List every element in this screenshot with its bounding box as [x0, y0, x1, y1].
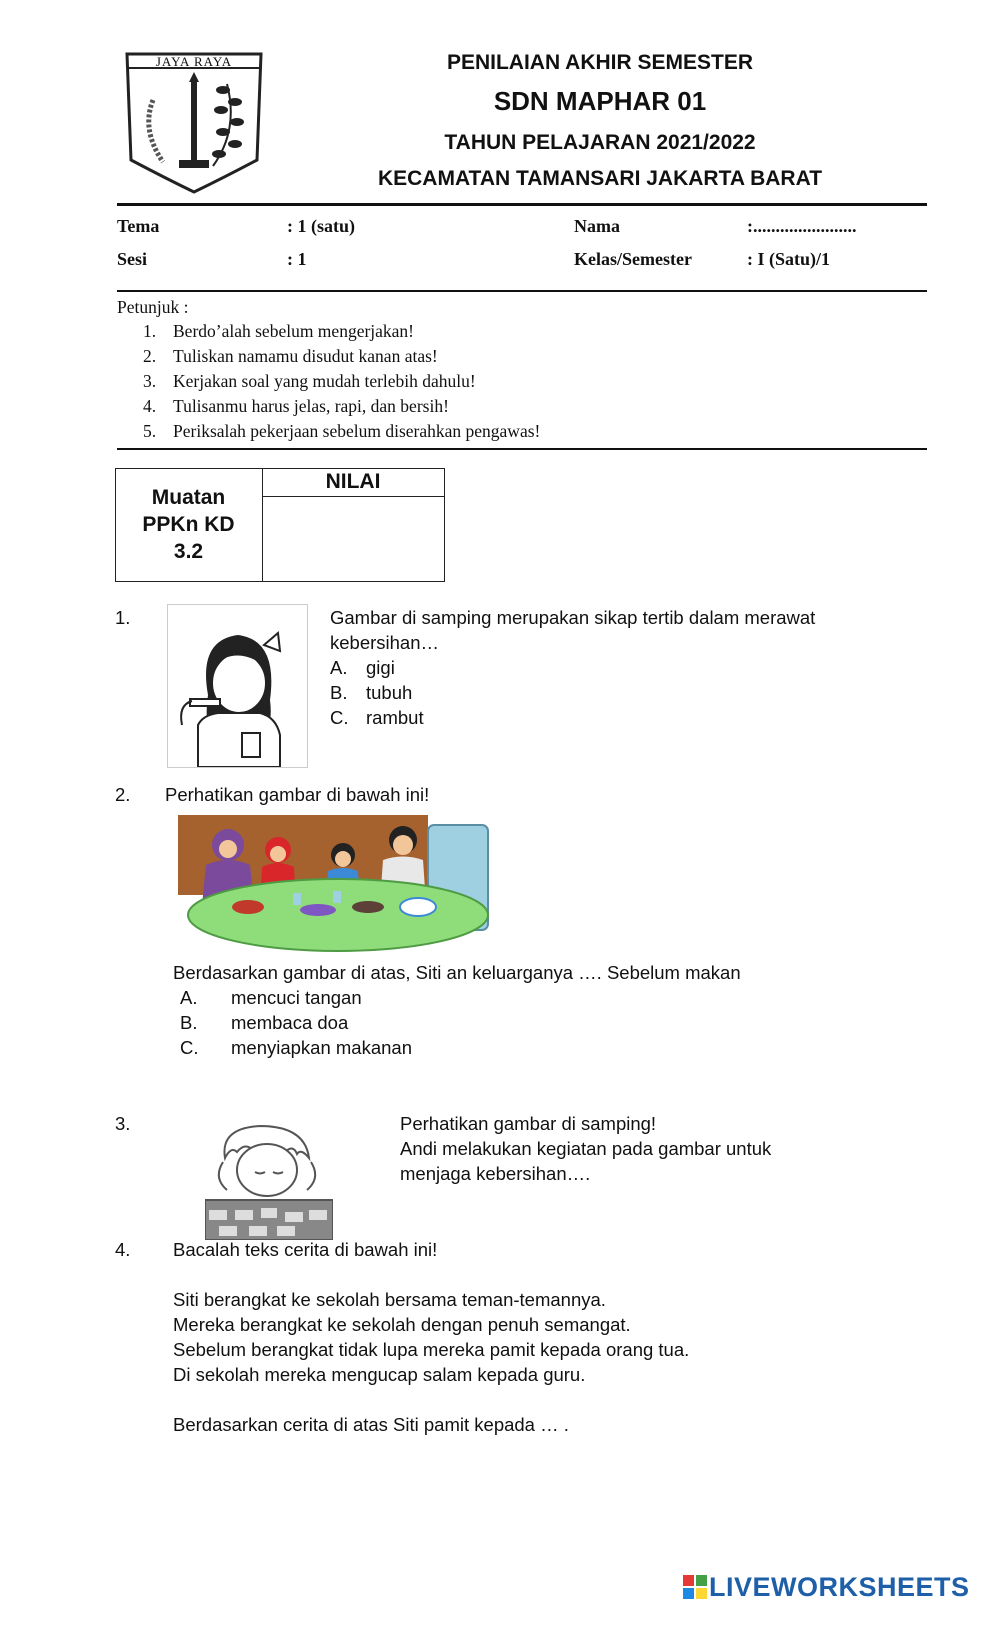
tema-value: : 1 (satu) — [287, 216, 355, 236]
header-divider — [117, 203, 927, 206]
petunjuk-num: 5. — [143, 421, 157, 441]
nilai-header-line — [262, 496, 444, 497]
q2-option-c[interactable]: menyiapkan makanan — [231, 1037, 412, 1058]
q2-option-b-letter: B. — [180, 1012, 198, 1033]
nama-field[interactable]: :....................... — [747, 216, 857, 236]
petunjuk-num: 2. — [143, 346, 157, 366]
q4-story-line: Di sekolah mereka mengucap salam kepada guru. — [173, 1364, 586, 1385]
q2-option-c-letter: C. — [180, 1037, 199, 1058]
q1-option-a[interactable]: gigi — [366, 657, 395, 678]
sesi-value: : 1 — [287, 249, 307, 269]
q2-text: Berdasarkan gambar di atas, Siti an keluarganya …. Sebelum makan — [173, 962, 741, 983]
q4-prompt: Bacalah teks cerita di bawah ini! — [173, 1239, 438, 1260]
kelas-value: : I (Satu)/1 — [747, 249, 831, 269]
petunjuk-item: Tuliskan namamu disudut kanan atas! — [173, 346, 438, 366]
muatan-line-1: Muatan — [151, 486, 226, 509]
muatan-label — [115, 484, 262, 565]
q4-story-line: Mereka berangkat ke sekolah dengan penuh semangat. — [173, 1314, 631, 1335]
header-line-1: PENILAIAN AKHIR SEMESTER — [446, 51, 754, 74]
q1-option-c[interactable]: rambut — [366, 707, 424, 728]
header-line-3: TAHUN PELAJARAN 2021/2022 — [444, 131, 756, 154]
q4-question: Berdasarkan cerita di atas Siti pamit kepada … . — [173, 1414, 569, 1435]
info-divider — [117, 290, 927, 292]
q2-option-a-letter: A. — [180, 987, 198, 1008]
petunjuk-num: 3. — [143, 371, 157, 391]
q1-option-c-letter: C. — [330, 707, 349, 728]
liveworksheets-logo — [683, 1572, 970, 1602]
q2-image-family-meal — [178, 815, 491, 955]
logo-text: JAYA RAYA — [155, 54, 233, 69]
muatan-line-3: 3.2 — [173, 540, 204, 563]
q1-number: 1. — [115, 607, 131, 628]
petunjuk-divider — [117, 448, 927, 450]
q4-number: 4. — [115, 1239, 131, 1260]
q3-image-boy-washing-hair — [205, 1118, 333, 1240]
q3-number: 3. — [115, 1113, 131, 1134]
tema-label: Tema — [117, 216, 160, 236]
q1-option-a-letter: A. — [330, 657, 348, 678]
nilai-input[interactable] — [264, 498, 442, 579]
liveworksheets-icon — [683, 1575, 707, 1599]
q1-image-girl-brushing-teeth — [167, 604, 308, 768]
petunjuk-num: 1. — [143, 321, 157, 341]
sesi-label: Sesi — [117, 249, 148, 269]
q3-text-line-1: Perhatikan gambar di samping! — [400, 1113, 657, 1134]
petunjuk-item: Kerjakan soal yang mudah terlebih dahulu! — [173, 371, 476, 391]
q2-option-a[interactable]: mencuci tangan — [231, 987, 362, 1008]
kelas-label: Kelas/Semester — [574, 249, 692, 269]
nama-label: Nama — [574, 216, 620, 236]
nilai-label: NILAI — [325, 470, 381, 493]
petunjuk-item: Periksalah pekerjaan sebelum diserahkan pengawas! — [173, 421, 541, 441]
header-line-4: KECAMATAN TAMANSARI JAKARTA BARAT — [377, 167, 823, 190]
q2-prompt: Perhatikan gambar di bawah ini! — [165, 784, 430, 805]
q1-text-line-1: Gambar di samping merupakan sikap tertib dalam merawat — [330, 607, 816, 628]
q4-story-line: Siti berangkat ke sekolah bersama teman-temannya. — [173, 1289, 606, 1310]
petunjuk-item: Tulisanmu harus jelas, rapi, dan bersih! — [173, 396, 449, 416]
jakarta-logo — [123, 50, 265, 196]
q4-story-line: Sebelum berangkat tidak lupa mereka pamit kepada orang tua. — [173, 1339, 690, 1360]
petunjuk-item: Berdo’alah sebelum mengerjakan! — [173, 321, 415, 341]
petunjuk-title: Petunjuk : — [117, 297, 189, 317]
q2-option-b[interactable]: membaca doa — [231, 1012, 349, 1033]
petunjuk-num: 4. — [143, 396, 157, 416]
q1-option-b-letter: B. — [330, 682, 348, 703]
muatan-line-2: PPKn KD — [142, 513, 235, 536]
q3-text-line-3: menjaga kebersihan…. — [400, 1163, 591, 1184]
watermark-text: LIVEWORKSHEETS — [709, 1571, 970, 1602]
q1-text-line-2: kebersihan… — [330, 632, 440, 653]
q2-number: 2. — [115, 784, 131, 805]
q3-text-line-2: Andi melakukan kegiatan pada gambar untuk — [400, 1138, 772, 1159]
q1-option-b[interactable]: tubuh — [366, 682, 413, 703]
school-name: SDN MAPHAR 01 — [493, 86, 707, 116]
